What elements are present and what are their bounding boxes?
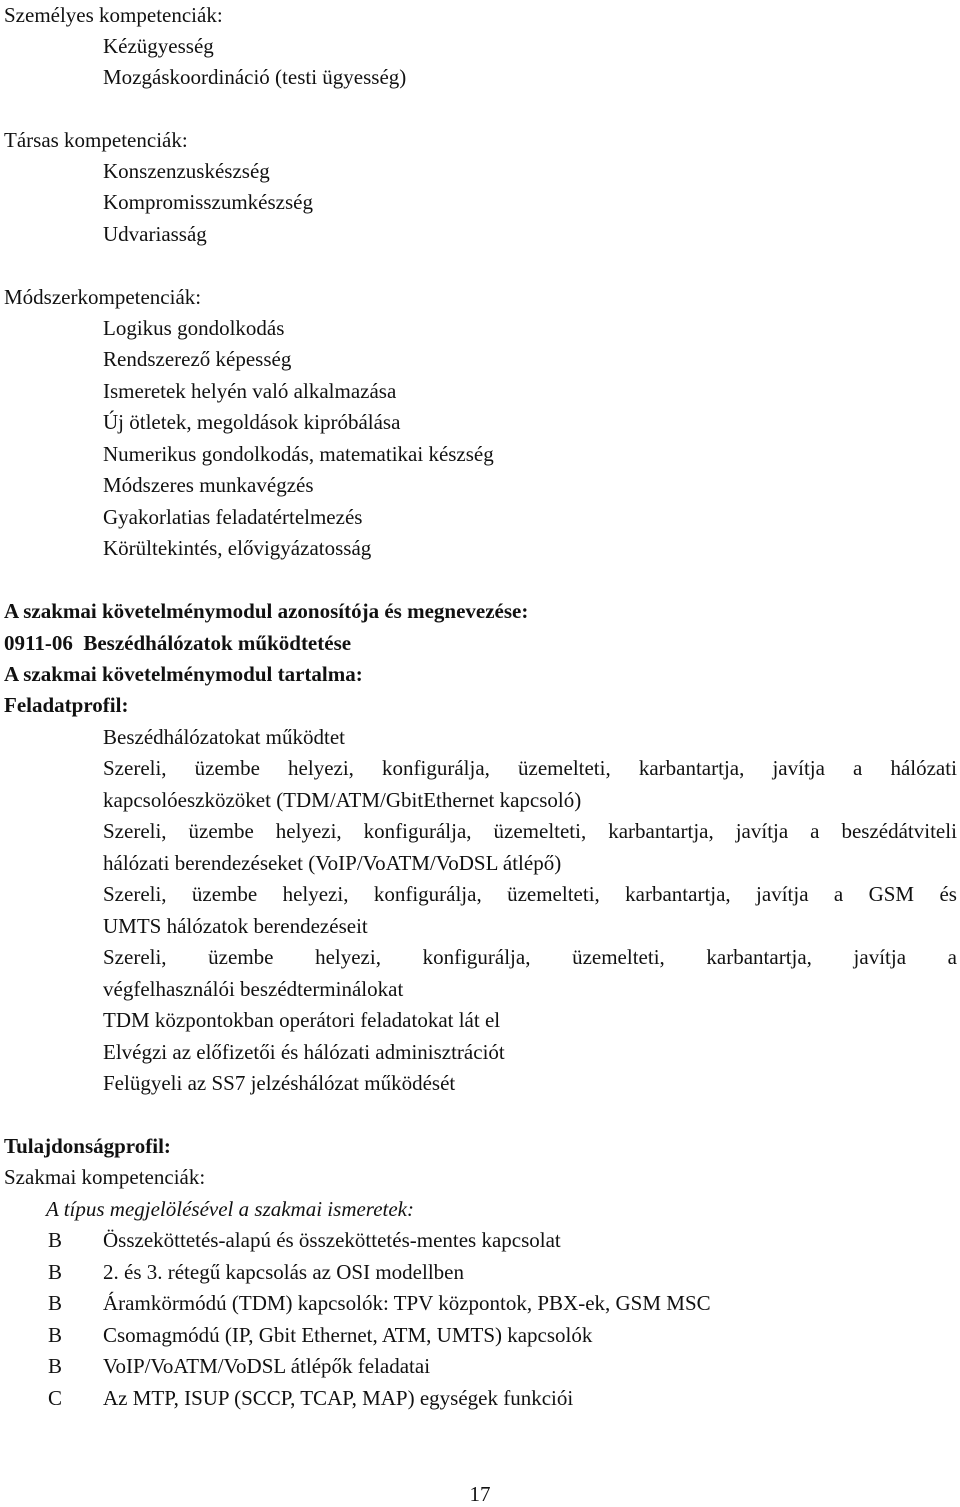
knowledge-item: Csomagmódú (IP, Gbit Ethernet, ATM, UMTS) kapcsolók bbox=[103, 1323, 593, 1347]
personal-item: Kézügyesség bbox=[103, 34, 214, 58]
task-profile-heading: Feladatprofil: bbox=[4, 693, 129, 717]
task-item: TDM központokban operátori feladatokat lát el bbox=[103, 1008, 501, 1032]
task-item-line: végfelhasználói beszédterminálokat bbox=[103, 977, 404, 1001]
knowledge-item: VoIP/VoATM/VoDSL átlépők feladatai bbox=[103, 1354, 431, 1378]
knowledge-item: Összeköttetés-alapú és összeköttetés-mentes kapcsolat bbox=[103, 1228, 561, 1252]
module-content-heading: A szakmai követelménymodul tartalma: bbox=[4, 662, 363, 686]
method-item: Logikus gondolkodás bbox=[103, 316, 285, 340]
knowledge-item: Az MTP, ISUP (SCCP, TCAP, MAP) egységek funkciói bbox=[103, 1386, 574, 1410]
task-item-line: Szereli, üzembe helyezi, konfigurálja, üzemelteti, karbantartja, javítja a bbox=[103, 945, 957, 969]
knowledge-type-marker: B bbox=[48, 1323, 63, 1347]
knowledge-type-marker: B bbox=[48, 1260, 63, 1284]
social-item: Udvariasság bbox=[103, 222, 207, 246]
knowledge-type-marker: C bbox=[48, 1386, 63, 1410]
task-item-line: hálózati berendezéseket (VoIP/VoATM/VoDSL átlépő) bbox=[103, 851, 562, 875]
knowledge-type-marker: B bbox=[48, 1228, 63, 1252]
type-marking-heading: A típus megjelölésével a szakmai ismeretek: bbox=[46, 1197, 414, 1221]
method-competencies-heading: Módszerkompetenciák: bbox=[4, 285, 202, 309]
method-item: Módszeres munkavégzés bbox=[103, 473, 314, 497]
method-item: Numerikus gondolkodás, matematikai készség bbox=[103, 442, 494, 466]
knowledge-type-marker: B bbox=[48, 1291, 63, 1315]
task-item-line: UMTS hálózatok berendezéseit bbox=[103, 914, 368, 938]
social-competencies-heading: Társas kompetenciák: bbox=[4, 128, 188, 152]
knowledge-item: Áramkörmódú (TDM) kapcsolók: TPV központok, PBX-ek, GSM MSC bbox=[103, 1291, 711, 1315]
method-item: Körültekintés, elővigyázatosság bbox=[103, 536, 372, 560]
task-item-line: Szereli, üzembe helyezi, konfigurálja, üzemelteti, karbantartja, javítja a GSM és bbox=[103, 882, 957, 906]
personal-competencies-heading: Személyes kompetenciák: bbox=[4, 3, 223, 27]
method-item: Gyakorlatias feladatértelmezés bbox=[103, 505, 363, 529]
task-item: Felügyeli az SS7 jelzéshálózat működését bbox=[103, 1071, 456, 1095]
method-item: Ismeretek helyén való alkalmazása bbox=[103, 379, 397, 403]
task-item: Beszédhálózatokat működtet bbox=[103, 725, 346, 749]
task-item-line: Szereli, üzembe helyezi, konfigurálja, üzemelteti, karbantartja, javítja a hálózati bbox=[103, 756, 957, 780]
social-item: Konszenzuskészség bbox=[103, 159, 270, 183]
knowledge-item: 2. és 3. rétegű kapcsolás az OSI modellben bbox=[103, 1260, 464, 1284]
module-id-line: 0911-06 Beszédhálózatok működtetése bbox=[4, 631, 352, 655]
module-id-heading: A szakmai követelménymodul azonosítója és megnevezése: bbox=[4, 599, 529, 623]
method-item: Új ötletek, megoldások kipróbálása bbox=[103, 410, 401, 434]
professional-competencies-heading: Szakmai kompetenciák: bbox=[4, 1165, 206, 1189]
property-profile-heading: Tulajdonságprofil: bbox=[4, 1134, 171, 1158]
method-item: Rendszerező képesség bbox=[103, 347, 292, 371]
personal-item: Mozgáskoordináció (testi ügyesség) bbox=[103, 65, 407, 89]
knowledge-type-marker: B bbox=[48, 1354, 63, 1378]
social-item: Kompromisszumkészség bbox=[103, 190, 313, 214]
task-item: Elvégzi az előfizetői és hálózati adminisztrációt bbox=[103, 1040, 505, 1064]
page-number: 17 bbox=[469, 1482, 491, 1506]
task-item-line: Szereli, üzembe helyezi, konfigurálja, üzemelteti, karbantartja, javítja a beszédátviteli bbox=[103, 819, 957, 843]
task-item-line: kapcsolóeszközöket (TDM/ATM/GbitEthernet kapcsoló) bbox=[103, 788, 582, 812]
